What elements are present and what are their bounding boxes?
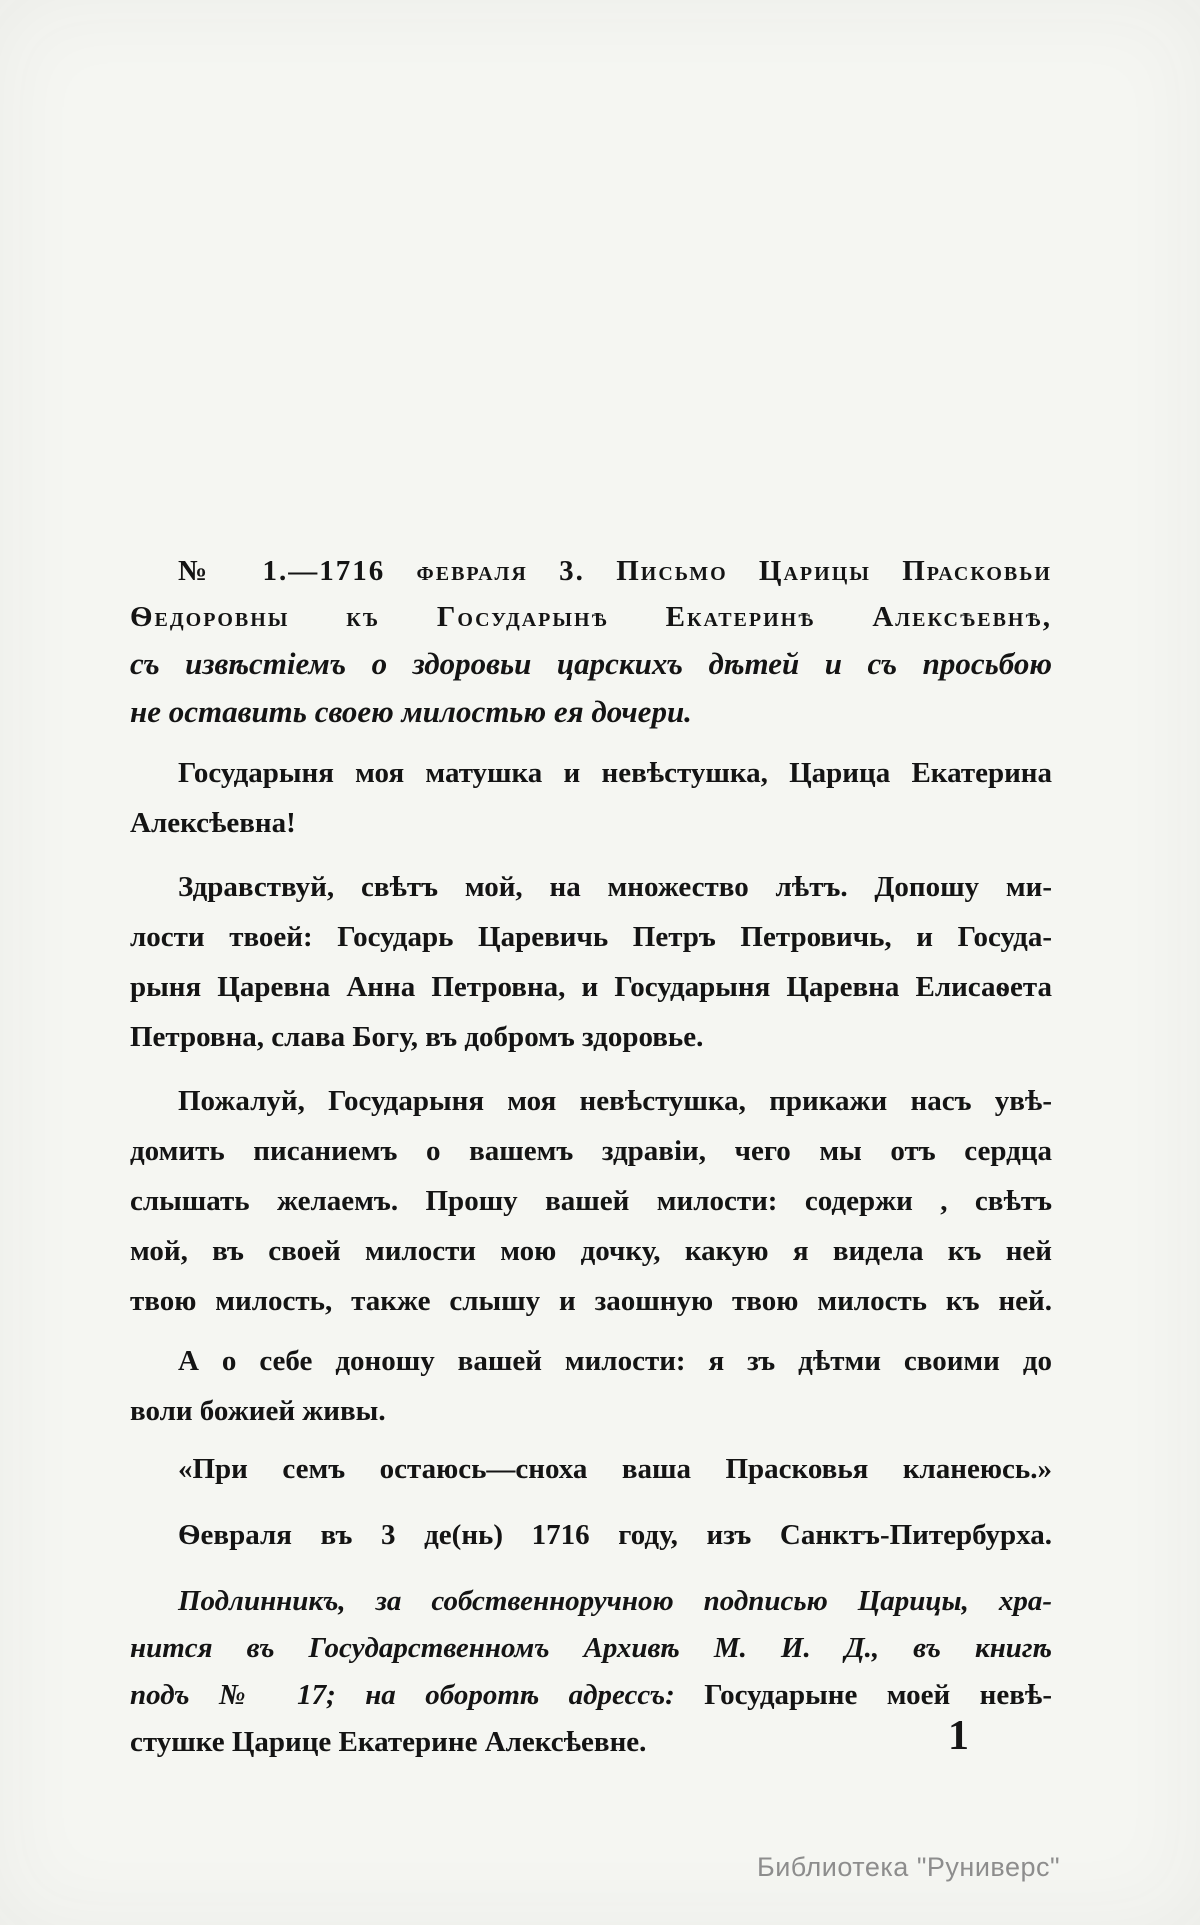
text-segment: № 1.—1716 февраля 3. Письмо Царицы Прасковьи — [178, 555, 1052, 587]
text-segment: домить писаниемъ о вашемъ здравіи, чего мы отъ сердца — [130, 1135, 1052, 1167]
text-line — [130, 640, 1052, 688]
text-line — [130, 1012, 1052, 1062]
text-segment: рыня Царевна Анна Петровна, и Государыня Царевна Елисаѳета — [130, 971, 1052, 1003]
text-segment: Ѳевраля въ 3 де(нь) 1716 году, изъ Санктъ-Питербурха. — [178, 1519, 1052, 1551]
italic-text-segment: съ извѣстіемъ о здоровьи царскихъ дѣтей и съ просьбою — [130, 646, 1052, 681]
text-line — [130, 1719, 1052, 1766]
italic-text-segment: Подлинникъ, за собственноручною подписью Царицы, хра- — [178, 1585, 1052, 1617]
text-segment: твою милость, также слышу и заошную твою милость къ ней. — [130, 1285, 1052, 1317]
text-line — [130, 594, 1052, 640]
text-line — [130, 748, 1052, 798]
text-line — [130, 1126, 1052, 1176]
italic-text-segment: подъ № 17; на оборотѣ адрессъ: — [130, 1679, 705, 1711]
text-line — [130, 1336, 1052, 1386]
text-line — [130, 1386, 1052, 1436]
salutation-paragraph — [130, 748, 1052, 848]
text-line — [130, 862, 1052, 912]
text-line — [130, 1176, 1052, 1226]
text-segment: «При семъ остаюсь—сноха ваша Прасковья кланеюсь.» — [178, 1453, 1052, 1485]
text-line — [130, 1625, 1052, 1672]
text-line — [130, 962, 1052, 1012]
text-segment: стушке Царице Екатерине Алексѣевне. — [130, 1726, 647, 1758]
text-line — [130, 1276, 1052, 1326]
text-segment: А о себе доношу вашей милости: я зъ дѣтми своими до — [178, 1345, 1052, 1377]
text-segment: слышать желаемъ. Прошу вашей милости: содержи , свѣтъ — [130, 1185, 1052, 1217]
text-segment: Государыне моей невѣ- — [704, 1679, 1052, 1711]
text-line — [130, 1578, 1052, 1625]
text-line — [130, 1444, 1052, 1494]
text-segment: лости твоей: Государь Царевичь Петръ Петровичь, и Госуда- — [130, 921, 1052, 953]
library-watermark: Библиотека "Руниверс" — [757, 1852, 1061, 1882]
text-line — [130, 1510, 1052, 1560]
text-segment: Государыня моя матушка и невѣстушка, Царица Екатерина — [178, 757, 1052, 789]
text-line — [130, 1076, 1052, 1126]
italic-text-segment: не оставить своею милостью ея дочери. — [130, 694, 692, 729]
text-segment: мой, въ своей милости мою дочку, какую я видела къ ней — [130, 1235, 1052, 1267]
text-segment: Петровна, слава Богу, въ добромъ здоровье. — [130, 1021, 704, 1053]
text-line — [130, 798, 1052, 848]
text-line — [130, 1672, 1052, 1719]
text-segment: Ѳедоровны къ Государынѣ Екатеринѣ Алексѣевнѣ, — [130, 601, 1052, 633]
archival-note-paragraph — [130, 1578, 1052, 1766]
text-segment: Алексѣевна! — [130, 807, 296, 839]
text-segment: Здравствуй, свѣтъ мой, на множество лѣтъ. Допошу ми- — [178, 871, 1052, 903]
text-segment: Пожалуй, Государыня моя невѣстушка, прикажи насъ увѣ- — [178, 1085, 1052, 1117]
heading-subtitle-italic — [130, 640, 1052, 736]
text-line — [130, 688, 1052, 736]
signature-quote-line — [130, 1444, 1052, 1494]
self-report-paragraph — [130, 1336, 1052, 1436]
heading-number-and-title — [130, 548, 1052, 640]
letter-text-block — [130, 548, 1052, 1766]
text-segment: воли божией живы. — [130, 1395, 386, 1427]
text-line — [130, 548, 1052, 594]
dateline — [130, 1510, 1052, 1560]
text-line — [130, 1226, 1052, 1276]
health-report-paragraph — [130, 862, 1052, 1062]
text-line — [130, 912, 1052, 962]
italic-text-segment: нится въ Государственномъ Архивѣ М. И. Д., въ книгѣ — [130, 1632, 1052, 1664]
page-number: 1 — [948, 1713, 969, 1759]
request-paragraph — [130, 1076, 1052, 1326]
